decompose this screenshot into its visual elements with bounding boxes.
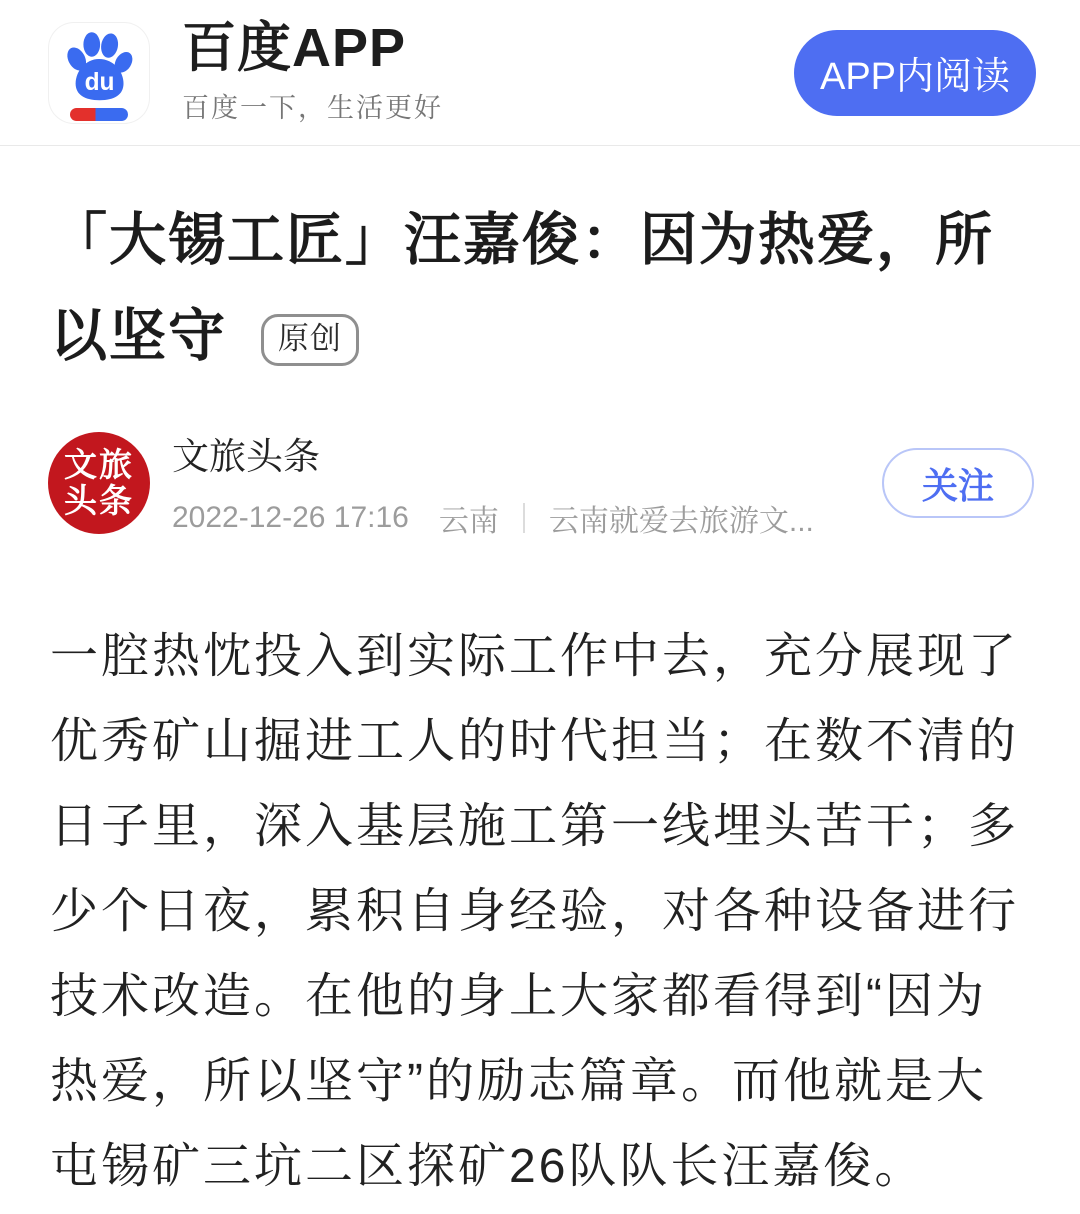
baidu-app-icon bbox=[48, 22, 150, 124]
app-banner bbox=[0, 0, 1080, 146]
follow-button[interactable]: 关注 bbox=[882, 448, 1034, 518]
article-title: 「大锡工匠」汪嘉俊：因为热爱，所以坚守 bbox=[50, 208, 994, 368]
original-badge: 原创 bbox=[261, 314, 359, 366]
du-label: du bbox=[84, 68, 115, 96]
avatar-text-bottom: 头条 bbox=[64, 482, 134, 519]
author-row bbox=[48, 426, 1034, 540]
author-info bbox=[172, 426, 814, 540]
avatar-text-top: 文旅 bbox=[64, 446, 134, 483]
baidu-paw-icon bbox=[63, 30, 135, 108]
article-meta bbox=[172, 496, 814, 540]
author-avatar[interactable] bbox=[48, 432, 150, 534]
author-name[interactable]: 文旅头条 bbox=[172, 436, 320, 477]
article-source: 云南就爱去旅游文... bbox=[548, 505, 814, 538]
publish-location: 云南 bbox=[438, 505, 499, 538]
read-in-app-button[interactable]: APP内阅读 bbox=[794, 30, 1036, 116]
publish-time: 2022-12-26 17:16 bbox=[172, 501, 409, 534]
article-title-block bbox=[50, 192, 1030, 384]
baidu-logo[interactable] bbox=[48, 20, 443, 125]
app-name: 百度APP bbox=[182, 18, 407, 79]
logo-text bbox=[182, 20, 443, 125]
meta-divider bbox=[523, 503, 525, 533]
app-tagline: 百度一下，生活更好 bbox=[182, 92, 443, 123]
baidu-underline-icon bbox=[70, 108, 128, 121]
article-body: 一腔热忱投入到实际工作中去，充分展现了优秀矿山掘进工人的时代担当；在数不清的日子里，深入基层施工第一线埋头苦干；多少个日夜，累积自身经验，对各种设备进行技术改造。在他的身上大家都看得到“因为热爱，所以坚守”的励志篇章。而他就是大屯锡矿三坑二区探矿26队队长汪嘉俊。 bbox=[50, 630, 1020, 1193]
